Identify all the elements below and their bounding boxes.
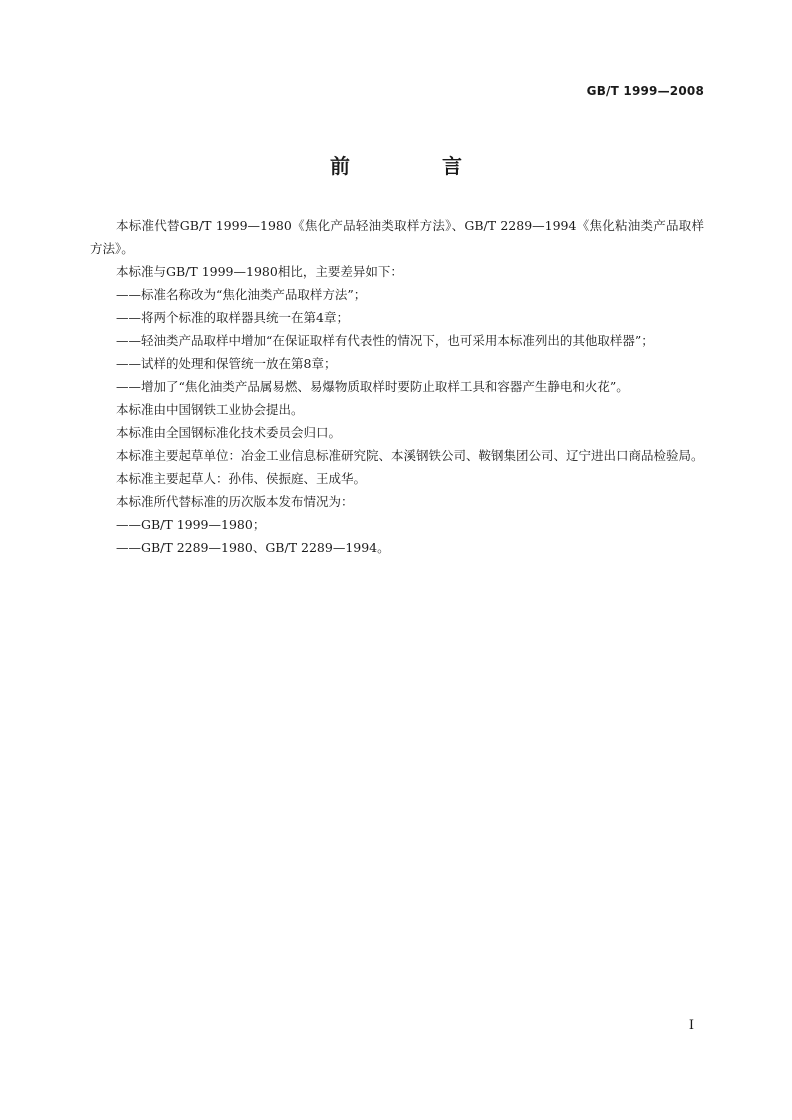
foreword-body [90, 214, 704, 559]
difference-item: ——增加了“焦化油类产品属易燃、易爆物质取样时要防止取样工具和容器产生静电和火花”。 [116, 379, 629, 394]
paragraph-history-intro: 本标准所代替标准的历次版本发布情况为： [116, 494, 354, 509]
paragraph-proposed-by: 本标准由中国钢铁工业协会提出。 [116, 402, 304, 417]
page-title: 前 言 [330, 154, 498, 178]
standard-code: GB/T 1999—2008 [586, 84, 704, 98]
difference-item: ——标准名称改为“焦化油类产品取样方法”； [116, 287, 367, 302]
difference-item: ——轻油类产品取样中增加“在保证取样有代表性的情况下，也可采用本标准列出的其他取样器”； [116, 333, 654, 348]
paragraph-drafting-units: 本标准主要起草单位：冶金工业信息标准研究院、本溪钢铁公司、鞍钢集团公司、辽宁进出口商品检验局。 [116, 448, 704, 463]
paragraph-differences-intro: 本标准与GB/T 1999—1980相比，主要差异如下： [116, 264, 403, 279]
page-number: I [688, 1018, 694, 1033]
difference-item: ——试样的处理和保管统一放在第8章； [116, 356, 337, 371]
difference-item: ——将两个标准的取样器具统一在第4章； [116, 310, 349, 325]
paragraph-drafters: 本标准主要起草人：孙伟、侯振庭、王成华。 [116, 471, 367, 486]
history-item: ——GB/T 2289—1980、GB/T 2289—1994。 [116, 540, 390, 555]
paragraph-centralized-by: 本标准由全国钢标准化技术委员会归口。 [116, 425, 342, 440]
paragraph-replaces: 本标准代替GB/T 1999—1980《焦化产品轻油类取样方法》、GB/T 2289—1994《焦化粘油类产品取样方法》。 [90, 218, 704, 256]
history-item: ——GB/T 1999—1980； [116, 517, 266, 532]
